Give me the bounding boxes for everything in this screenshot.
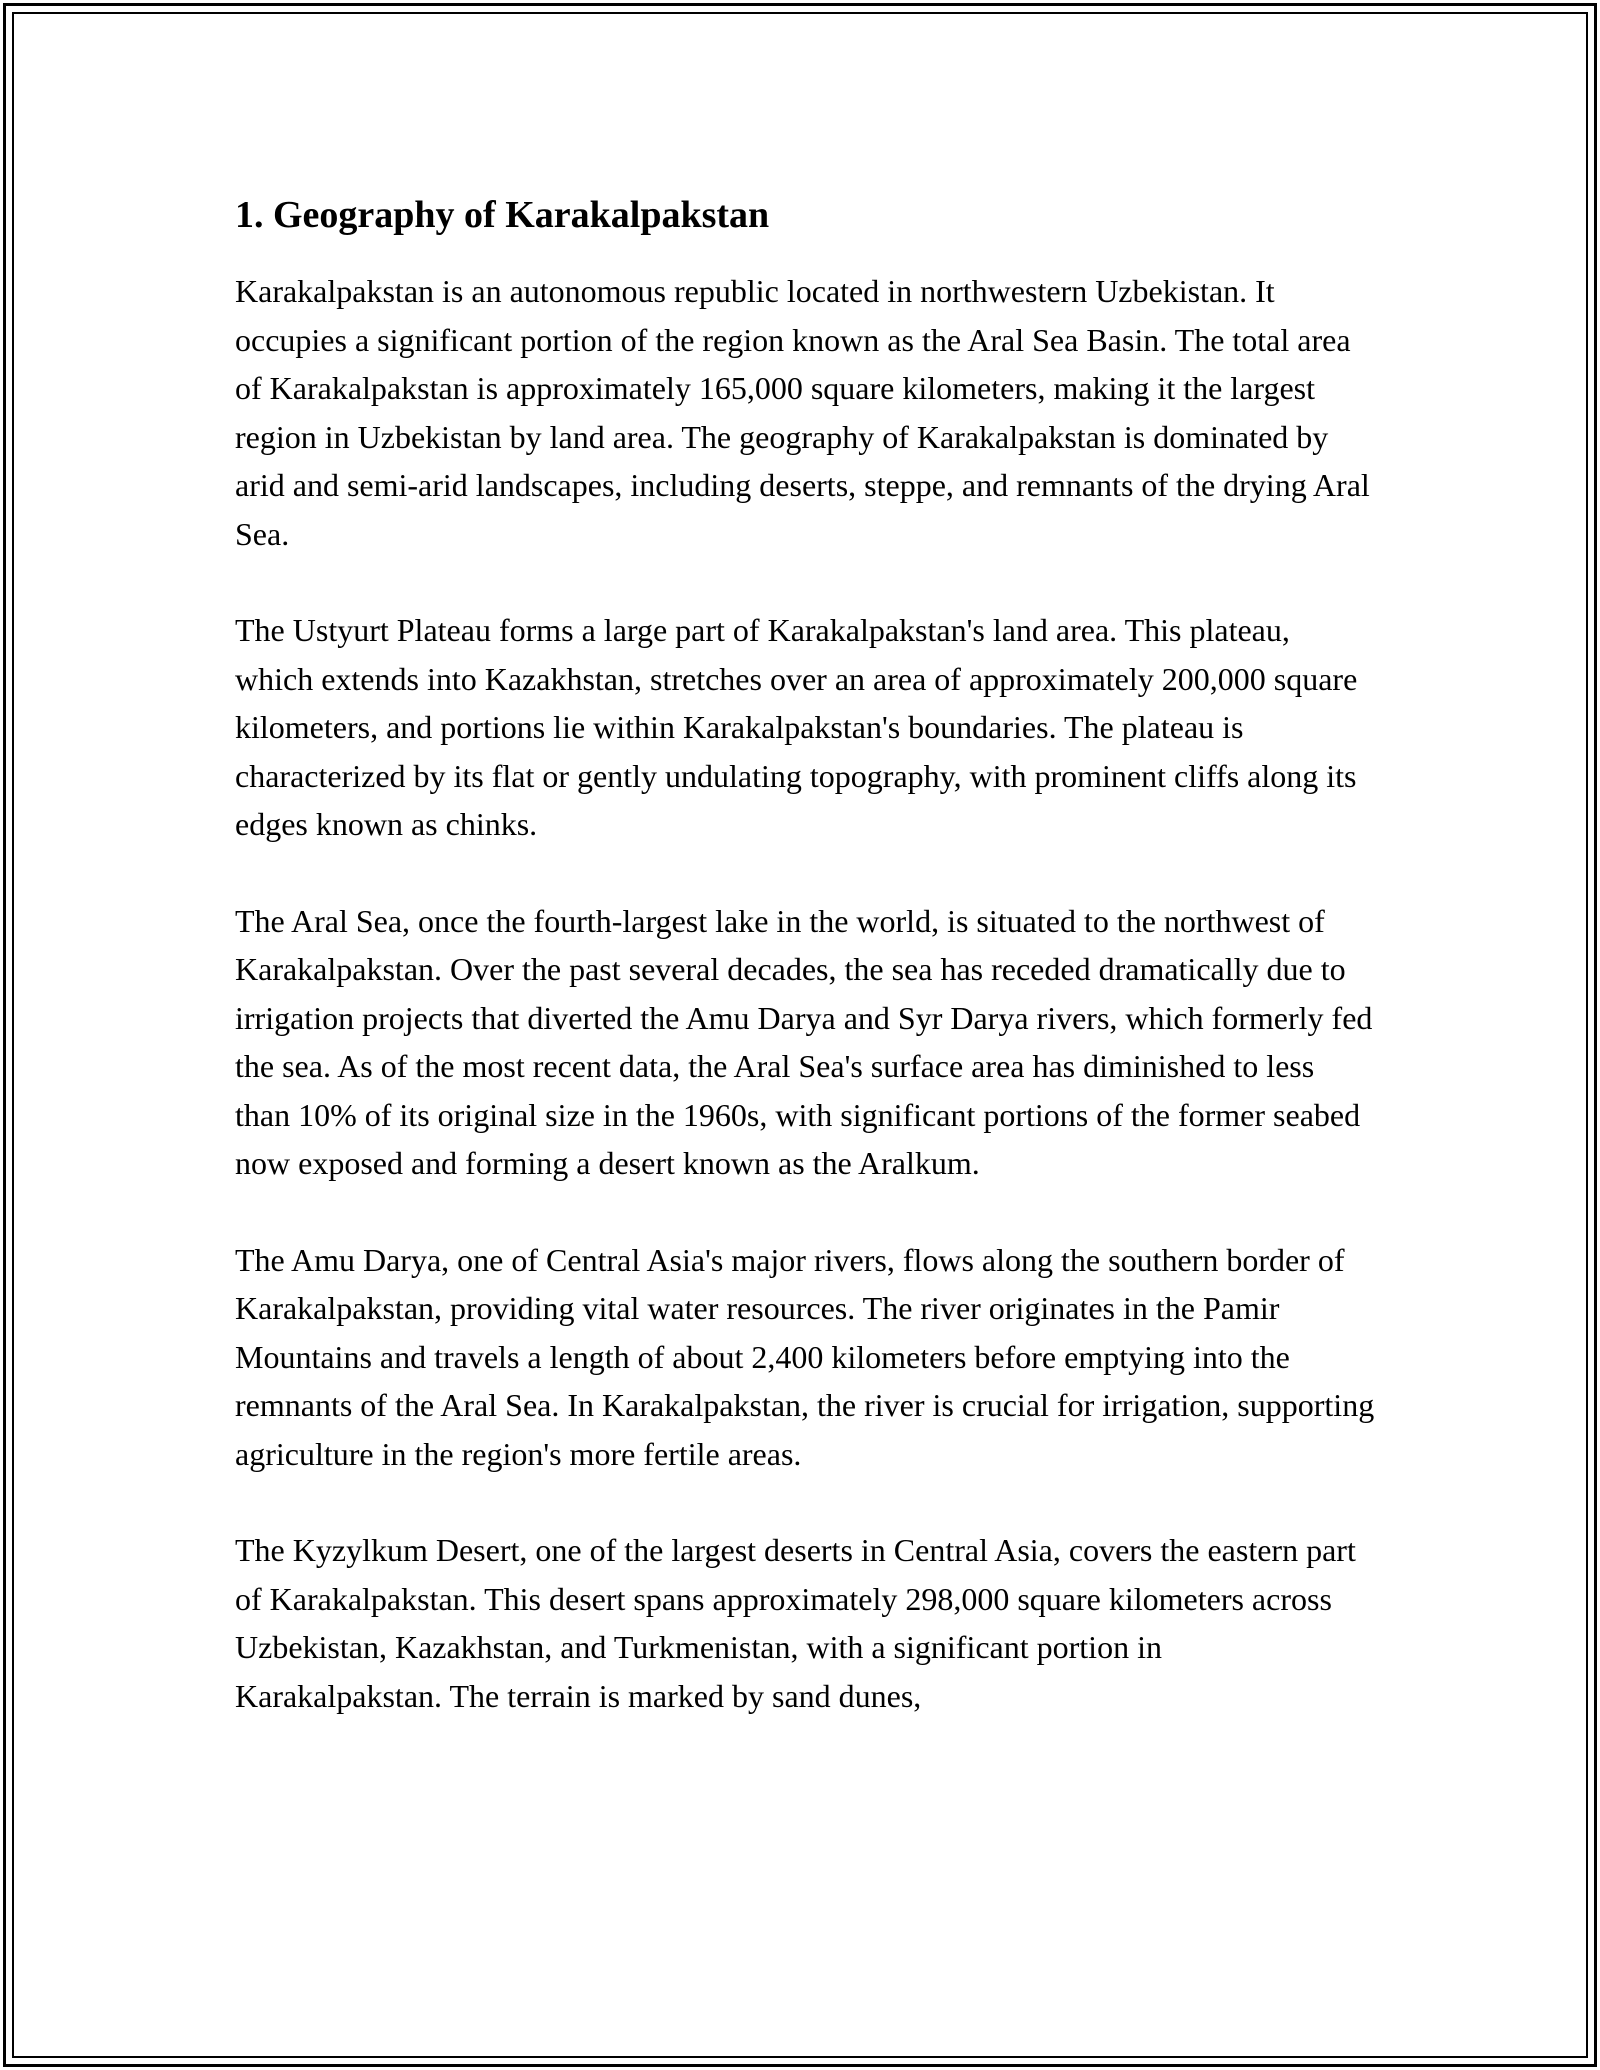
paragraph-aral-sea: The Aral Sea, once the fourth-largest lake in the world, is situated to the northwest of Karakalpakstan. Over the past several decades, the sea has receded dramatically due to irrigation projects that diverted the Amu Darya and Syr Darya rivers, which formerly fed the sea. As of the most recent data, the Aral Sea's surface area has diminished to less than 10% of its original size in the 1960s, with significant portions of the former seabed now exposed and forming a desert known as the Aralkum. bbox=[235, 902, 1373, 1181]
paragraph-kyzylkum-desert: The Kyzylkum Desert, one of the largest deserts in Central Asia, covers the eastern part of Karakalpakstan. This desert spans approximately 298,000 square kilometers across Uzbekistan, Kazakhstan, and Turkmenistan, with a significant portion in Karakalpakstan. The terrain is marked by sand dunes, bbox=[235, 1532, 1356, 1714]
section-heading: 1. Geography of Karakalpakstan bbox=[235, 194, 770, 236]
document-body bbox=[235, 187, 1375, 1768]
paragraph-ustyurt-plateau: The Ustyurt Plateau forms a large part of Karakalpakstan's land area. This plateau, which extends into Kazakhstan, stretches over an area of approximately 200,000 square kilometers, and portions lie within Karakalpakstan's boundaries. The plateau is characterized by its flat or gently undulating topography, with prominent cliffs along its edges known as chinks. bbox=[235, 612, 1358, 842]
paragraph-amu-darya: The Amu Darya, one of Central Asia's major rivers, flows along the southern border of Karakalpakstan, providing vital water resources. The river originates in the Pamir Mountains and travels a length of about 2,400 kilometers before emptying into the remnants of the Aral Sea. In Karakalpakstan, the river is crucial for irrigation, supporting agriculture in the region's more fertile areas. bbox=[235, 1241, 1375, 1472]
paragraph-overview: Karakalpakstan is an autonomous republic located in northwestern Uzbekistan. It occupies a significant portion of the region known as the Aral Sea Basin. The total area of Karakalpakstan is approximately 165,000 square kilometers, making it the largest region in Uzbekistan by land area. The geography of Karakalpakstan is dominated by arid and semi-arid landscapes, including deserts, steppe, and remnants of the drying Aral Sea. bbox=[235, 273, 1370, 552]
